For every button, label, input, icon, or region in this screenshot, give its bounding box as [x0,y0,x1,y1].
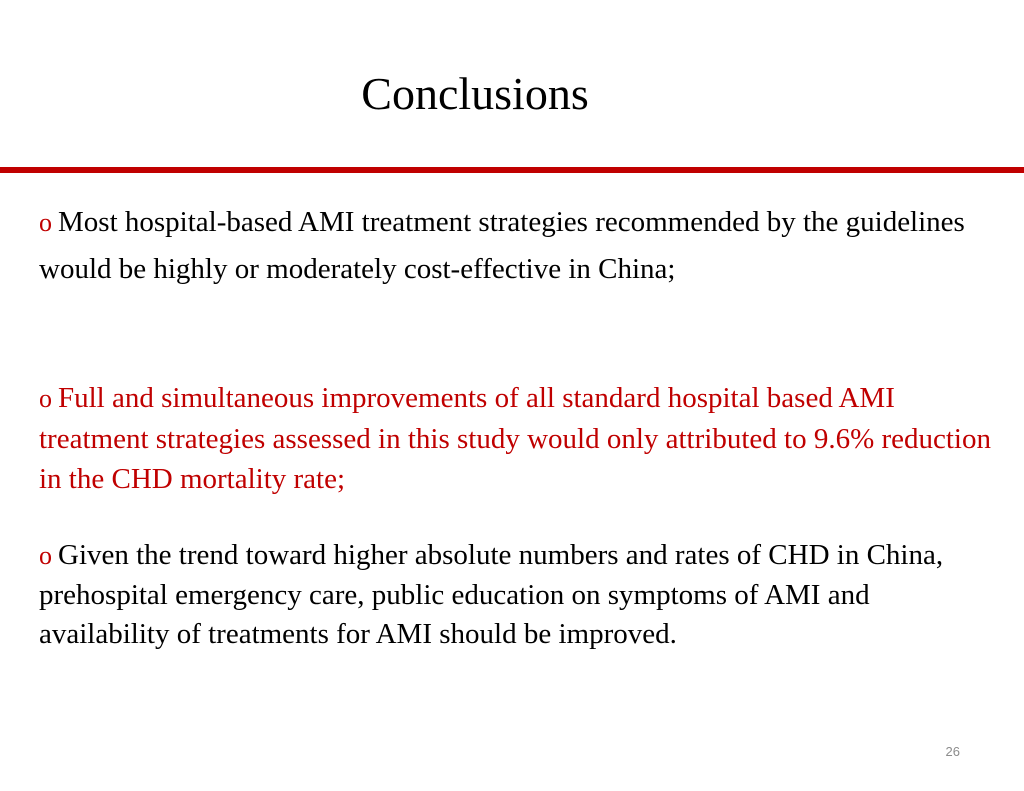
bullet-text-3: Given the trend toward higher absolute numbers and rates of CHD in China, prehospital emergency care, public education on symptoms of AMI and availability of treatments for AMI should be improved. [39,539,944,650]
page-number: 26 [945,744,960,759]
bullet-marker-icon: o [39,208,52,237]
bullet-item-2 [39,378,1004,499]
bullet-item-3 [39,536,1004,655]
bullet-text-2: Full and simultaneous improvements of all standard hospital based AMI treatment strategies assessed in this study would only attributed to 9.6% reduction in the CHD mortality rate; [39,382,991,495]
bullet-text-1: Most hospital-based AMI treatment strategies recommended by the guidelines would be highly or moderately cost-effective in China; [39,206,965,285]
bullet-marker-icon: o [39,541,52,570]
bullet-item-1 [39,199,1004,293]
title-divider [0,167,1024,173]
bullet-marker-icon: o [39,384,52,413]
slide-title: Conclusions [361,68,589,119]
